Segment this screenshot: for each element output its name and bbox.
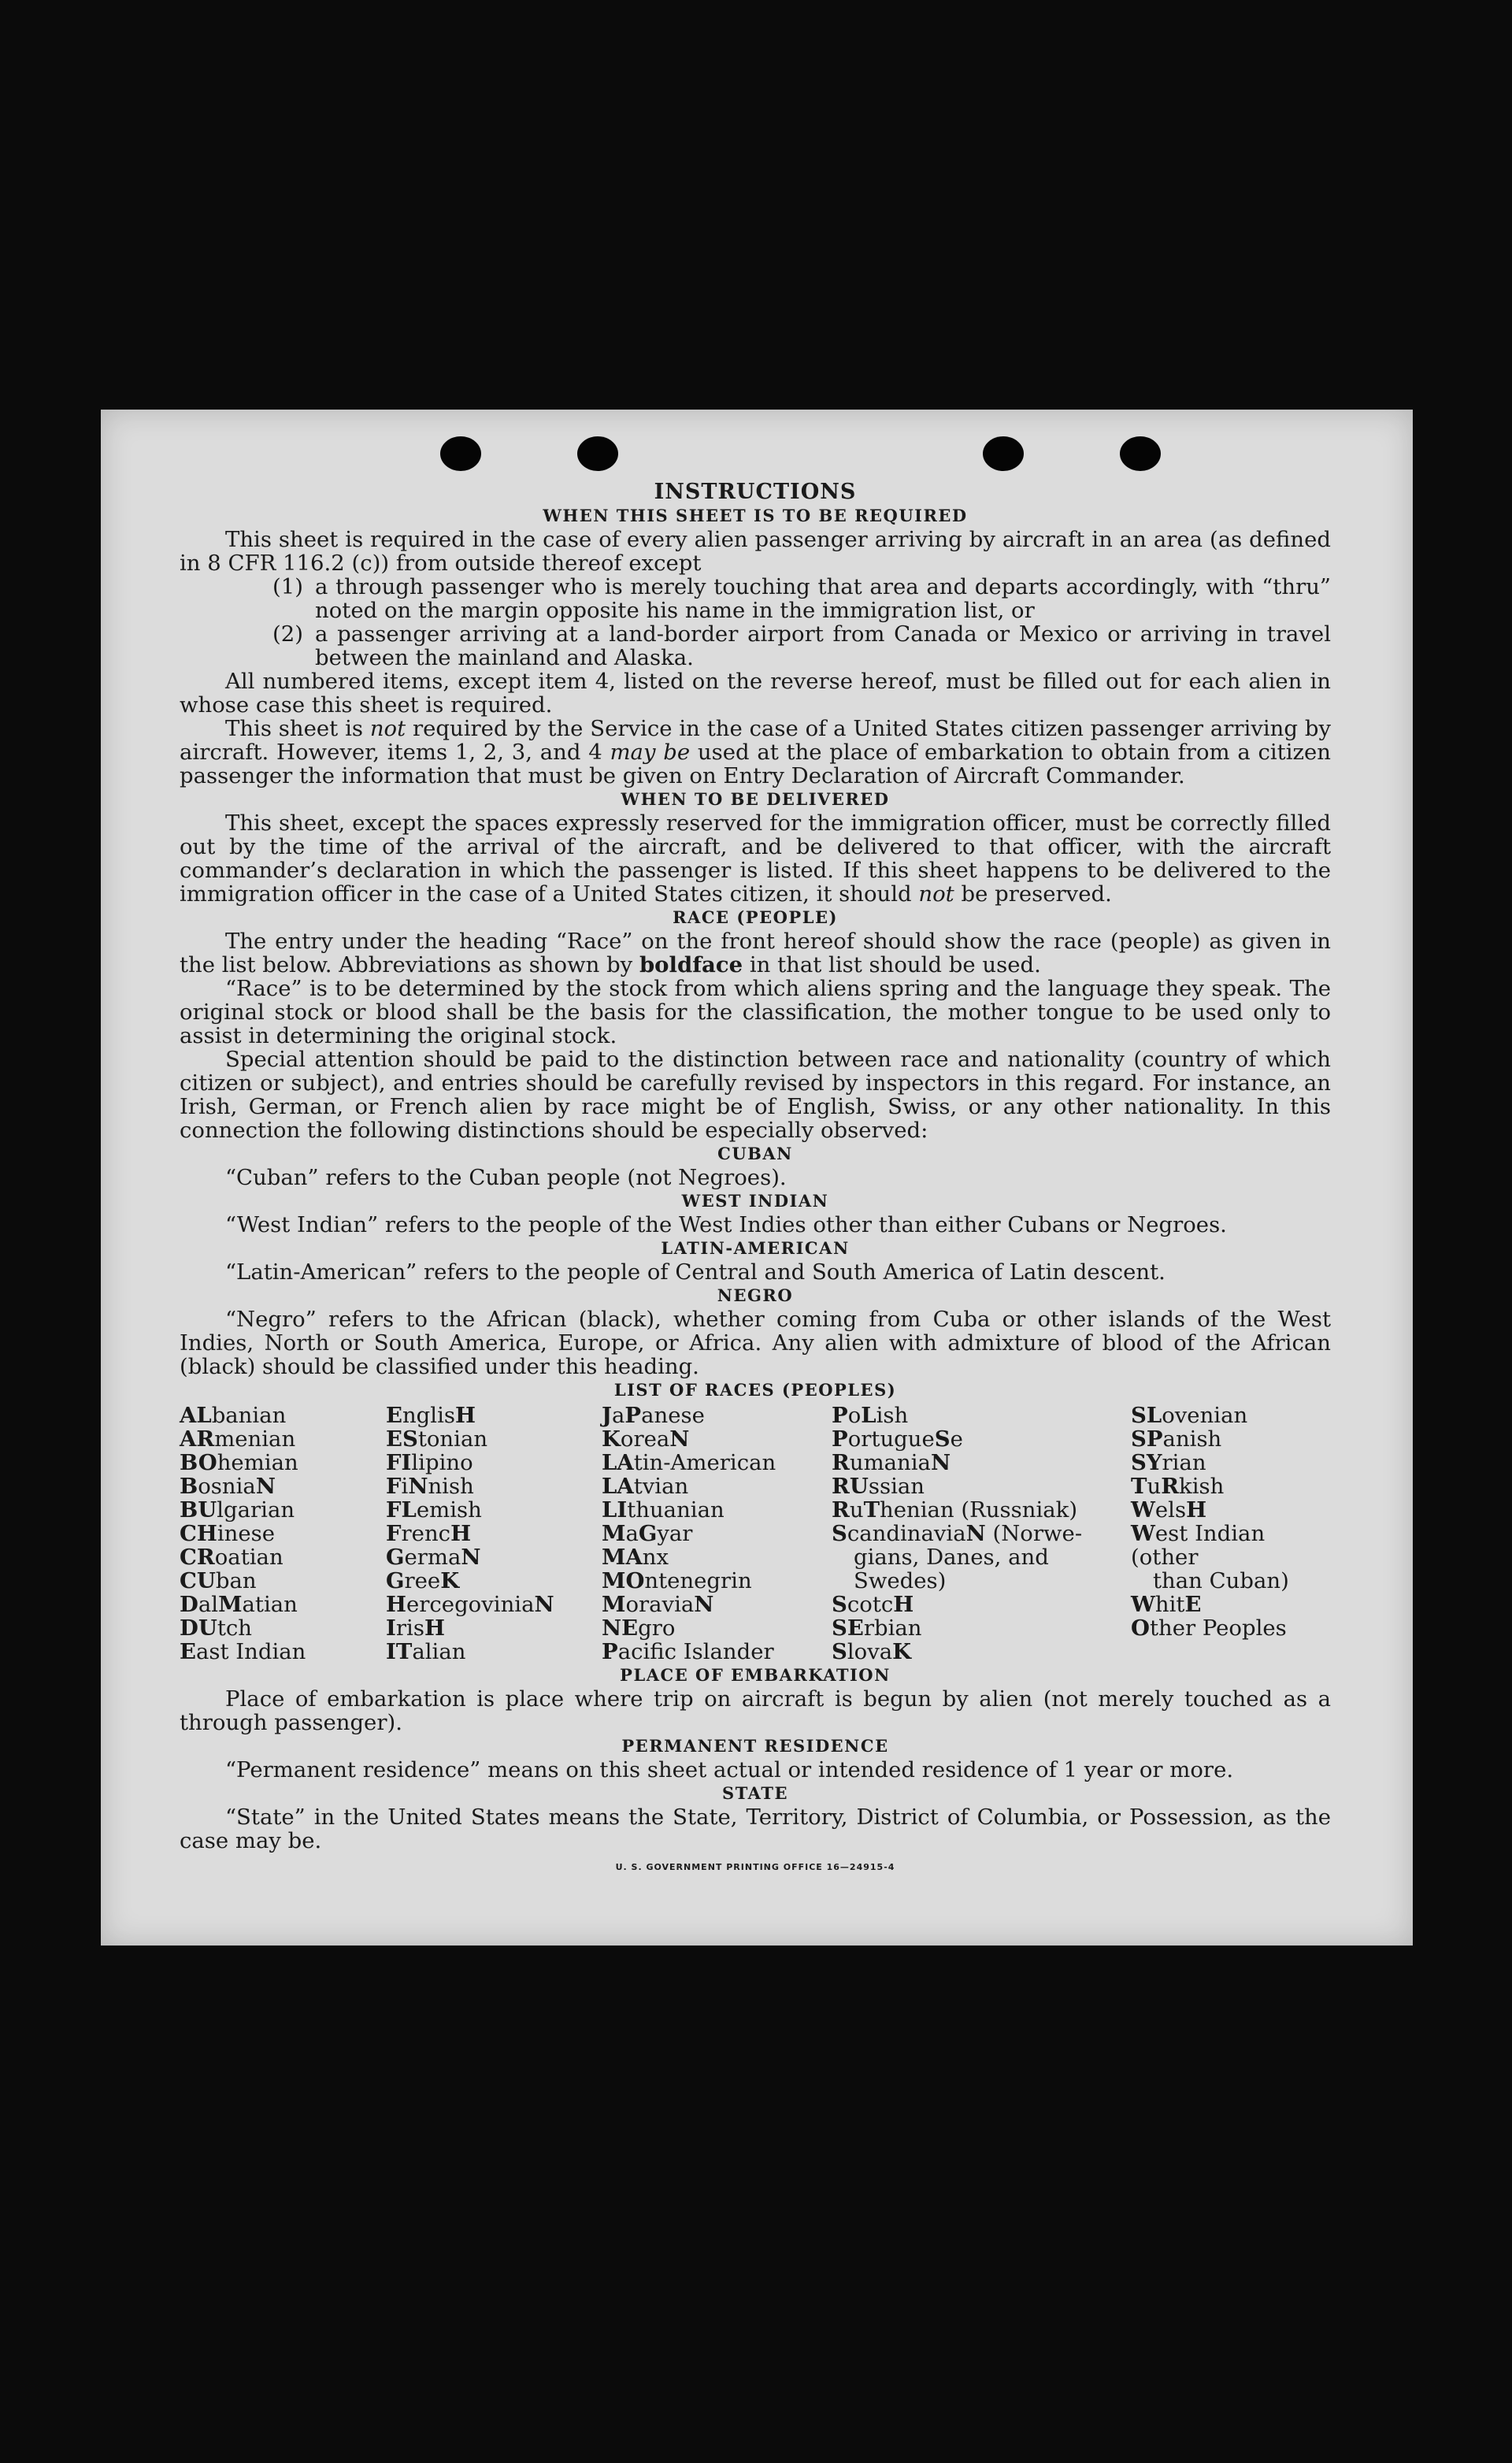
race-entry: EStonian xyxy=(386,1426,488,1452)
race-entry: TuRkish xyxy=(1131,1474,1225,1499)
item-text: a through passenger who is merely touching that area and departs accordingly, with “thru” noted on the margin opposite his name in the immigration list, or xyxy=(315,574,1331,623)
races-list xyxy=(180,1404,1331,1664)
race-entry: West Indian (other xyxy=(1131,1521,1266,1570)
paragraph: Special attention should be paid to the distinction between race and nationality (country of which citizen or subject), and entries should be carefully revised by inspectors in this regard. For instance, an Irish, German, or French alien by race might be of English, Swiss, or any other nationality. In this connection the following distinctions should be especially observed: xyxy=(180,1047,1331,1143)
section-heading: WHEN THIS SHEET IS TO BE REQUIRED xyxy=(543,506,968,525)
race-column xyxy=(602,1404,832,1664)
paragraph: This sheet is required in the case of every alien passenger arriving by aircraft in an area (as defined in 8 CFR 116.2 (c)) from outside thereof except xyxy=(180,527,1331,576)
race-entry: SlovaK xyxy=(832,1639,912,1664)
race-entry: MaGyar xyxy=(602,1521,693,1546)
race-entry: ITalian xyxy=(386,1639,466,1664)
race-entry: RuThenian (Russniak) xyxy=(832,1497,1078,1523)
race-entry: CUban xyxy=(180,1568,257,1593)
race-entry: EnglisH xyxy=(386,1403,476,1428)
race-entry: FLemish xyxy=(386,1497,482,1523)
race-entry: KoreaN xyxy=(602,1426,690,1452)
instructions-content xyxy=(180,480,1331,1879)
race-entry: East Indian xyxy=(180,1639,306,1664)
race-entry: PoLish xyxy=(832,1403,909,1428)
punch-hole xyxy=(983,436,1024,471)
list-item xyxy=(272,575,1331,622)
race-entry: DalMatian xyxy=(180,1592,298,1617)
section-heading: STATE xyxy=(722,1783,788,1803)
race-entry: RumaniaN xyxy=(832,1450,951,1475)
race-entry: LAtvian xyxy=(602,1474,689,1499)
race-entry: FIlipino xyxy=(386,1450,473,1475)
race-entry: gians, Danes, and xyxy=(854,1545,1049,1570)
race-entry: BOhemian xyxy=(180,1450,298,1475)
race-entry: GreeK xyxy=(386,1568,460,1593)
section-heading: WHEN TO BE DELIVERED xyxy=(621,789,890,809)
punch-hole xyxy=(577,436,618,471)
paragraph: “Permanent residence” means on this sheet actual or intended residence of 1 year or more. xyxy=(225,1757,1234,1782)
paragraph: This sheet is not required by the Service in the case of a United States citizen passenger arriving by aircraft. However, items 1, 2, 3, and 4 may be used at the place of embarkation to obtain from a citizen passenger the information that must be given on Entry Declaration of Aircraft Commander. xyxy=(180,716,1331,788)
race-entry: FrencH xyxy=(386,1521,472,1546)
race-entry: WhitE xyxy=(1131,1592,1202,1617)
race-entry: FiNnish xyxy=(386,1474,474,1499)
race-entry: SLovenian xyxy=(1131,1403,1248,1428)
paragraph: “State” in the United States means the State, Territory, District of Columbia, or Possession, as the case may be. xyxy=(180,1805,1331,1853)
race-entry: Swedes) xyxy=(854,1568,947,1593)
race-column xyxy=(180,1404,386,1664)
race-entry: IrisH xyxy=(386,1615,445,1641)
race-entry: RUssian xyxy=(832,1474,925,1499)
race-column xyxy=(1131,1404,1331,1664)
section-heading: LATIN-AMERICAN xyxy=(661,1238,850,1258)
race-entry: CHinese xyxy=(180,1521,276,1546)
race-column xyxy=(386,1404,602,1664)
item-text: a passenger arriving at a land-border airport from Canada or Mexico or arriving in travel between the mainland and Alaska. xyxy=(315,621,1331,670)
item-number: (1) xyxy=(272,574,303,599)
race-entry: GermaN xyxy=(386,1545,481,1570)
item-number: (2) xyxy=(272,621,303,647)
punch-hole xyxy=(1120,436,1161,471)
paragraph: “Race” is to be determined by the stock from which aliens spring and the language they speak. The original stock or blood shall be the basis for the classification, the mother tongue to be used only to assist in determining the original stock. xyxy=(180,976,1331,1048)
page-title: INSTRUCTIONS xyxy=(654,480,857,504)
race-entry: MOntenegrin xyxy=(602,1568,752,1593)
punch-hole xyxy=(440,436,481,471)
paragraph: The entry under the heading “Race” on the front hereof should show the race (people) as given in the list below. Abbreviations as shown by boldface in that list should be used. xyxy=(180,929,1331,977)
list-item xyxy=(272,622,1331,670)
race-entry: WelsH xyxy=(1131,1497,1207,1523)
section-heading: LIST OF RACES (PEOPLES) xyxy=(613,1380,897,1400)
race-entry: BUlgarian xyxy=(180,1497,295,1523)
race-entry: Pacific Islander xyxy=(602,1639,774,1664)
race-entry: BosniaN xyxy=(180,1474,276,1499)
section-heading: WEST INDIAN xyxy=(681,1191,829,1211)
race-entry: LAtin-American xyxy=(602,1450,776,1475)
paragraph: Place of embarkation is place where trip on aircraft is begun by alien (not merely touched as a through passenger). xyxy=(180,1686,1331,1735)
race-entry: Other Peoples xyxy=(1131,1615,1287,1641)
race-entry: SPanish xyxy=(1131,1426,1222,1452)
race-entry: ARmenian xyxy=(180,1426,296,1452)
race-entry: MoraviaN xyxy=(602,1592,714,1617)
race-column xyxy=(832,1404,1131,1664)
race-entry: CRoatian xyxy=(180,1545,284,1570)
race-entry: ScandinaviaN (Norwe- xyxy=(832,1521,1083,1546)
race-entry: ALbanian xyxy=(180,1403,287,1428)
printer-imprint: U. S. GOVERNMENT PRINTING OFFICE 16—24915-4 xyxy=(615,1862,895,1872)
section-heading: CUBAN xyxy=(717,1144,793,1163)
paragraph: “Cuban” refers to the Cuban people (not Negroes). xyxy=(225,1165,787,1190)
paragraph: “Latin-American” refers to the people of Central and South America of Latin descent. xyxy=(225,1259,1166,1285)
document-sheet xyxy=(101,410,1413,1946)
race-entry: SYrian xyxy=(1131,1450,1206,1475)
paragraph: “West Indian” refers to the people of the West Indies other than either Cubans or Negroes. xyxy=(225,1212,1227,1237)
section-heading: PERMANENT RESIDENCE xyxy=(621,1736,889,1756)
paragraph: “Negro” refers to the African (black), whether coming from Cuba or other islands of the West Indies, North or South America, Europe, or Africa. Any alien with admixture of blood of the African (black) should be classified under this heading. xyxy=(180,1307,1331,1379)
race-entry: NEgro xyxy=(602,1615,676,1641)
race-entry: PortugueSe xyxy=(832,1426,963,1452)
section-heading: PLACE OF EMBARKATION xyxy=(620,1665,891,1685)
section-heading: RACE (PEOPLE) xyxy=(673,907,838,927)
race-entry: JaPanese xyxy=(602,1403,705,1428)
section-heading: NEGRO xyxy=(717,1285,794,1305)
paragraph: All numbered items, except item 4, listed on the reverse hereof, must be filled out for each alien in whose case this sheet is required. xyxy=(180,669,1331,718)
race-entry: ScotcH xyxy=(832,1592,914,1617)
race-entry: MAnx xyxy=(602,1545,669,1570)
race-entry: SErbian xyxy=(832,1615,922,1641)
race-entry: than Cuban) xyxy=(1153,1568,1289,1593)
paragraph: This sheet, except the spaces expressly reserved for the immigration officer, must be correctly filled out by the time of the arrival of the aircraft, and be delivered to that officer, with the aircraft commander’s declaration in which the passenger is listed. If this sheet happens to be delivered to the immigration officer in the case of a United States citizen, it should not be preserved. xyxy=(180,810,1331,907)
race-entry: LIthuanian xyxy=(602,1497,724,1523)
race-entry: DUtch xyxy=(180,1615,253,1641)
race-entry: HercegoviniaN xyxy=(386,1592,554,1617)
